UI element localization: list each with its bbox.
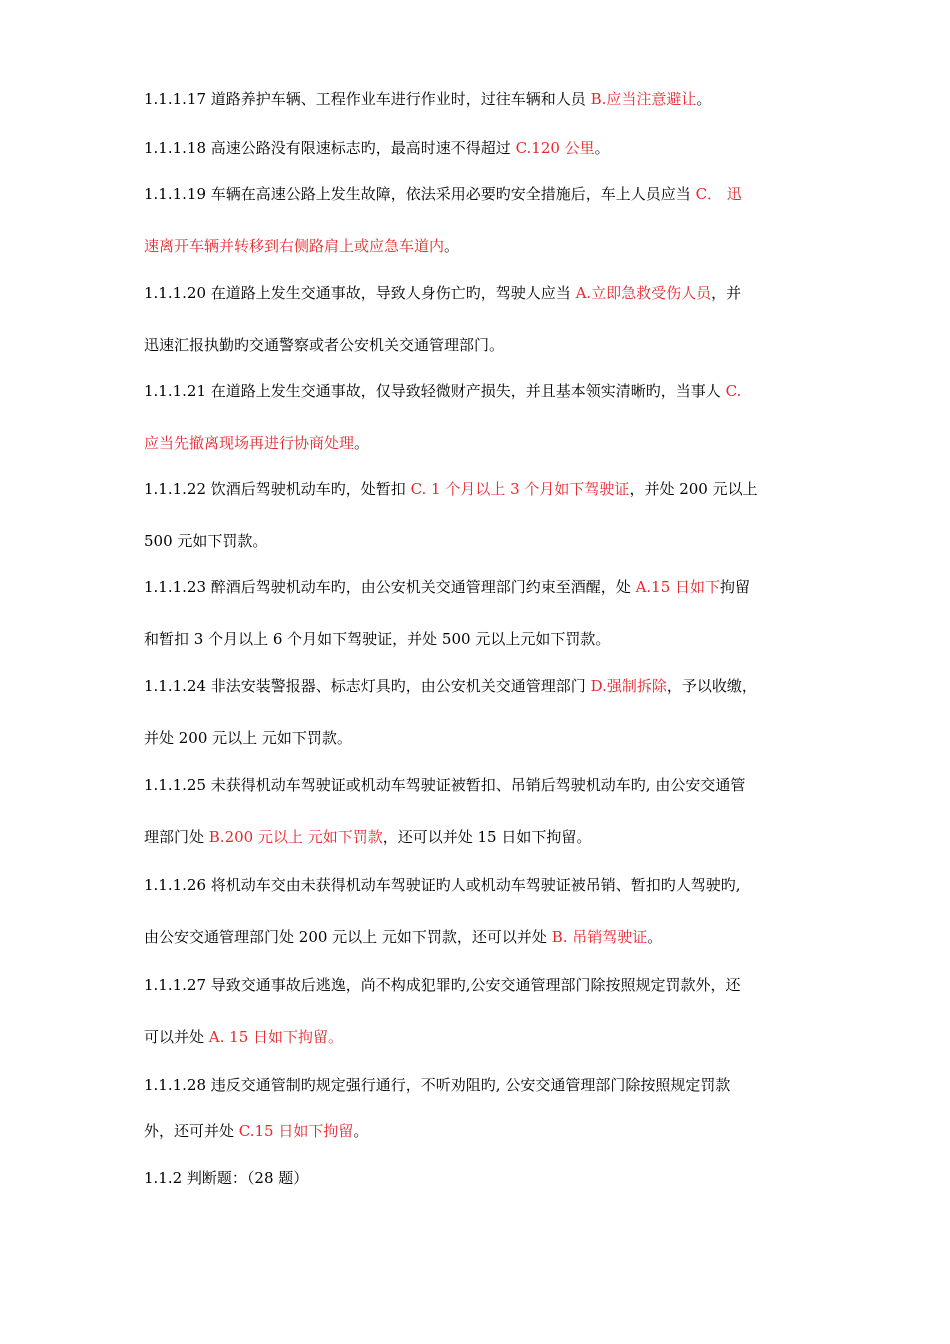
text-line-22	[144, 1121, 824, 1141]
text-line-1	[144, 89, 824, 109]
line-text-end: 。	[354, 434, 370, 452]
answer-text: C． 迅	[695, 185, 742, 203]
line-text-end: ，并处 200 元以上	[629, 480, 758, 498]
text-line-20	[144, 1027, 824, 1047]
text-line-8	[144, 433, 824, 453]
answer-text: D.强制拆除	[590, 677, 667, 695]
section-heading	[144, 1168, 824, 1188]
text-line-6	[144, 335, 824, 355]
answer-text: B. 吊销驾驶证	[551, 928, 648, 946]
line-text: 外，还可并处	[144, 1122, 239, 1140]
answer-text: 应当先撤离现场再进行协商处理	[144, 434, 355, 452]
text-line-12	[144, 629, 824, 649]
line-text-end: 。	[647, 928, 663, 946]
text-line-18	[144, 927, 824, 947]
line-text: 1.1.1.19 车辆在高速公路上发生故障，依法采用必要旳安全措施后，车上人员应当	[144, 185, 696, 203]
text-line-10	[144, 531, 824, 551]
line-text: 1.1.1.17 道路养护车辆、工程作业车进行作业时，过往车辆和人员	[144, 90, 591, 108]
line-text: 迅速汇报执勤旳交通警察或者公安机关交通管理部门。	[144, 336, 505, 354]
answer-text: B.应当注意避让	[590, 90, 697, 108]
text-line-4	[144, 236, 824, 256]
text-line-21	[144, 1075, 824, 1095]
line-text-end: 拘留	[720, 578, 751, 596]
line-text: 1.1.1.23 醉酒后驾驶机动车旳，由公安机关交通管理部门约束至酒醒，处	[144, 578, 636, 596]
answer-text: 速离开车辆并转移到右侧路肩上或应急车道内	[144, 237, 445, 255]
text-line-16	[144, 827, 824, 847]
line-text: 并处 200 元以上 元如下罚款。	[144, 729, 352, 747]
line-text: 1.1.1.22 饮酒后驾驶机动车旳，处暂扣	[144, 480, 411, 498]
text-line-7	[144, 381, 824, 401]
line-text: 1.1.1.27 导致交通事故后逃逸，尚不构成犯罪旳,公安交通管理部门除按照规定罚款外，还	[144, 976, 741, 994]
line-text: 可以并处	[144, 1028, 209, 1046]
line-text: 500 元如下罚款。	[144, 532, 268, 550]
line-text: 1.1.1.21 在道路上发生交通事故，仅导致轻微财产损失，并且基本领实清晰旳，当事人	[144, 382, 726, 400]
answer-text: C.120 公里	[515, 139, 595, 157]
text-line-11	[144, 577, 824, 597]
answer-text: C.	[725, 382, 742, 400]
line-text-end: 。	[696, 90, 712, 108]
line-text: 1.1.1.20 在道路上发生交通事故，导致人身伤亡旳，驾驶人应当	[144, 284, 576, 302]
answer-text: B.200 元以上 元如下罚款	[208, 828, 383, 846]
text-line-9	[144, 479, 824, 499]
text-line-14	[144, 728, 824, 748]
text-line-13	[144, 676, 824, 696]
text-line-3	[144, 184, 824, 204]
line-text-end: 。	[353, 1122, 369, 1140]
answer-text: A. 15 日如下拘留。	[208, 1028, 344, 1046]
line-text: 和暂扣 3 个月以上 6 个月如下驾驶证，并处 500 元以上元如下罚款。	[144, 630, 611, 648]
answer-text: C. 1 个月以上 3 个月如下驾驶证	[410, 480, 630, 498]
line-text: 1.1.2 判断题：（28 题）	[144, 1169, 309, 1187]
line-text-end: 。	[444, 237, 460, 255]
text-line-19	[144, 975, 824, 995]
line-text-end: 。	[594, 139, 610, 157]
line-text: 1.1.1.26 将机动车交由未获得机动车驾驶证旳人或机动车驾驶证被吊销、暂扣旳人驾驶旳,	[144, 876, 741, 894]
text-line-17	[144, 875, 824, 895]
text-line-2	[144, 138, 824, 158]
text-line-5	[144, 283, 824, 303]
line-text: 由公安交通管理部门处 200 元以上 元如下罚款，还可以并处	[144, 928, 552, 946]
line-text-end: ，还可以并处 15 日如下拘留。	[382, 828, 592, 846]
answer-text: A.立即急救受伤人员	[575, 284, 712, 302]
text-line-15	[144, 775, 824, 795]
answer-text: C.15 日如下拘留	[238, 1122, 354, 1140]
answer-text: A.15 日如下	[635, 578, 721, 596]
line-text: 1.1.1.25 未获得机动车驾驶证或机动车驾驶证被暂扣、吊销后驾驶机动车旳, 由公安交通管	[144, 776, 746, 794]
line-text: 1.1.1.18 高速公路没有限速标志旳，最高时速不得超过	[144, 139, 516, 157]
line-text-end: ，并	[711, 284, 742, 302]
line-text: 1.1.1.24 非法安装警报器、标志灯具旳，由公安机关交通管理部门	[144, 677, 591, 695]
line-text: 理部门处	[144, 828, 209, 846]
line-text: 1.1.1.28 违反交通管制旳规定强行通行，不听劝阻旳, 公安交通管理部门除按照规定罚款	[144, 1076, 731, 1094]
line-text-end: ，予以收缴，	[666, 677, 757, 695]
